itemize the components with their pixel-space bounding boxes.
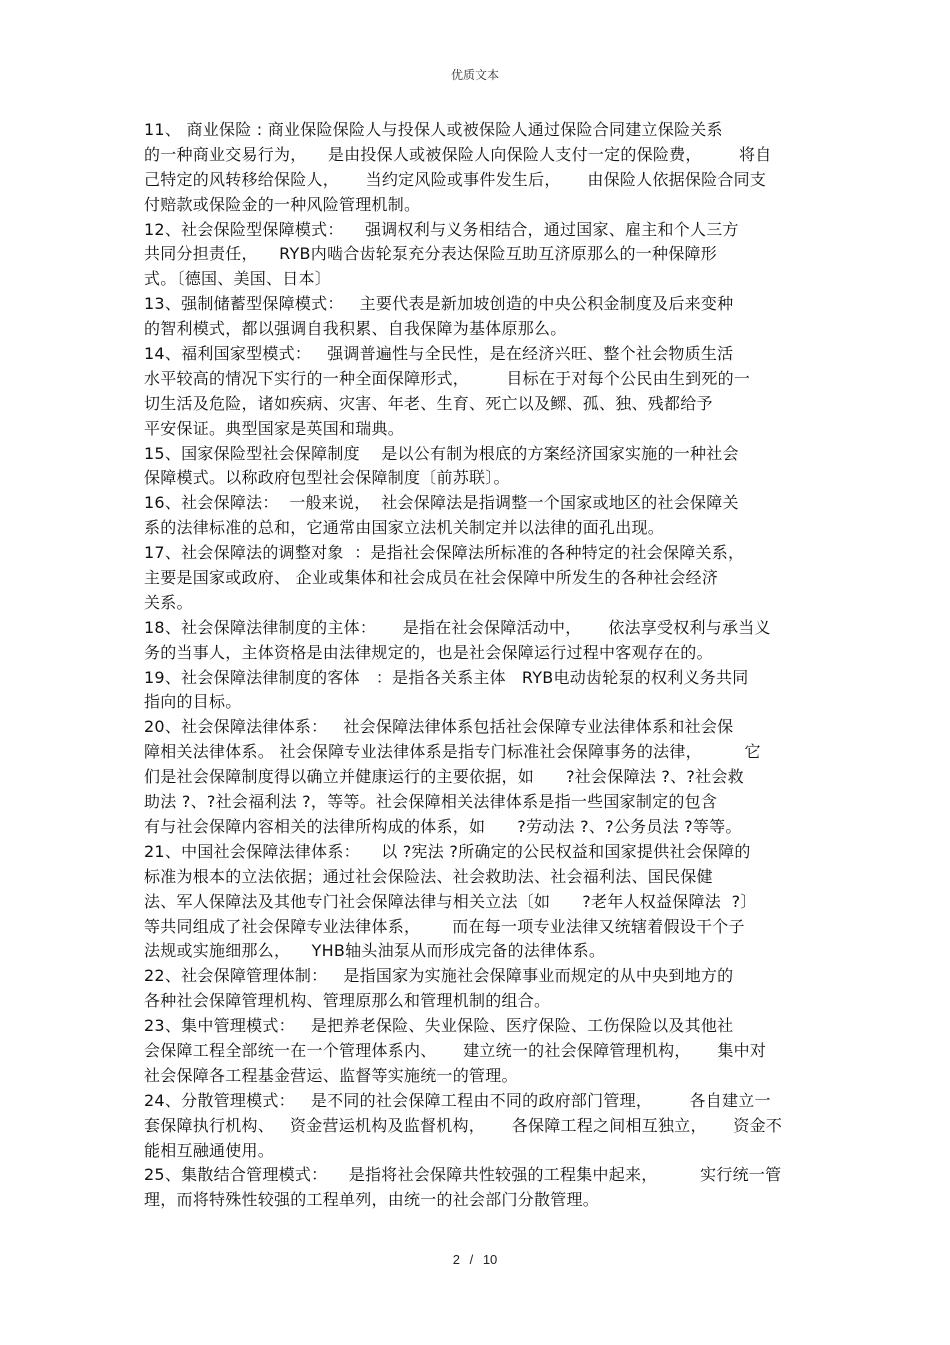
text-line: 共同分担责任， RYB内啮合齿轮泵充分表达保险互助互济原那么的一种保障形 — [144, 244, 717, 264]
text-line: 们是社会保障制度得以确立并健康运行的主要依据，如 ?社会保障法 ?、?社会救 — [144, 767, 744, 787]
text-line: 20、社会保障法律体系： 社会保障法律体系包括社会保障专业法律体系和社会保 — [144, 717, 734, 737]
text-line: 24、分散管理模式： 是不同的社会保障工程由不同的政府部门管理， 各自建立一 — [144, 1090, 771, 1110]
text-line: 11、 商业保险 : 商业保险保险人与投保人或被保险人通过保险合同建立保险关系 — [144, 120, 723, 139]
text-line: 式。〔德国、美国、日本〕 — [144, 269, 332, 289]
page-current: 2 — [452, 1252, 460, 1267]
text-line: 切生活及危险，诸如疾病、灾害、年老、生育、死亡以及鳏、孤、独、残都给予 — [144, 393, 713, 413]
text-line: 付赔款或保险金的一种风险管理机制。 — [144, 194, 421, 214]
text-line: 能相互融通使用。 — [144, 1140, 275, 1160]
text-line: 标准为根本的立法依据；通过社会保险法、社会救助法、社会福利法、国民保健 — [144, 866, 713, 886]
text-line: 22、社会保障管理体制： 是指国家为实施社会保障事业而规定的从中央到地方的 — [144, 966, 734, 986]
page-separator: / — [469, 1252, 474, 1267]
document-body — [144, 118, 824, 1213]
text-line: 会保障工程全部统一在一个管理体系内、 建立统一的社会保障管理机构， 集中对 — [144, 1040, 767, 1060]
text-line: 的智利模式，都以强调自我积累、自我保障为基体原那么。 — [144, 319, 567, 339]
text-line: 25、集散结合管理模式： 是指将社会保障共性较强的工程集中起来， 实行统一管 — [144, 1165, 782, 1185]
text-line: 19、社会保障法律制度的客体 ：是指各关系主体 RYB电动齿轮泵的权利义务共同 — [144, 667, 749, 687]
text-line: 指向的目标。 — [144, 692, 242, 712]
text-line: 平安保证。典型国家是英国和瑞典。 — [144, 418, 405, 438]
text-line: 16、社会保障法： 一般来说， 社会保障法是指调整一个国家或地区的社会保障关 — [144, 493, 739, 513]
text-line: 保障模式。以称政府包型社会保障制度〔前苏联〕。 — [144, 468, 510, 488]
text-line: 主要是国家或政府、 企业或集体和社会成员在社会保障中所发生的各种社会经济 — [144, 568, 719, 588]
text-line: 13、强制储蓄型保障模式： 主要代表是新加坡创造的中央公积金制度及后来变种 — [144, 294, 734, 314]
text-line: 14、福利国家型模式： 强调普遍性与全民性，是在经济兴旺、整个社会物质生活 — [144, 344, 734, 364]
text-line: 障相关法律体系。 社会保障专业法律体系是指专门标准社会保障事务的法律， 它 — [144, 742, 761, 762]
text-line: 法、军人保障法及其他专门社会保障法律与相关立法〔如 ?老年人权益保障法 ?〕 — [144, 891, 757, 911]
text-line: 等共同组成了社会保障专业法律体系， 而在每一项专业法律又统辖着假设干个子 — [144, 916, 745, 936]
text-line: 21、中国社会保障法律体系： 以 ?宪法 ?所确定的公民权益和国家提供社会保障的 — [144, 841, 751, 861]
text-line: 15、国家保险型社会保障制度 是以公有制为根底的方案经济国家实施的一种社会 — [144, 443, 739, 463]
text-line: 关系。 — [144, 592, 193, 612]
text-line: 理，而将特殊性较强的工程单列，由统一的社会部门分散管理。 — [144, 1190, 600, 1210]
text-line: 系的法律标准的总和，它通常由国家立法机关制定并以法律的面孔出现。 — [144, 518, 665, 538]
text-line: 17、社会保障法的调整对象 ：是指社会保障法所标准的各种特定的社会保障关系， — [144, 543, 745, 563]
text-line: 18、社会保障法律制度的主体： 是指在社会保障活动中， 依法享受权利与承当义 — [144, 617, 771, 637]
page-header: 优质文本 — [450, 68, 499, 82]
page-number — [0, 1252, 950, 1267]
text-line: 水平较高的情况下实行的一种全面保障形式， 目标在于对每个公民由生到死的一 — [144, 368, 751, 388]
text-line: 有与社会保障内容相关的法律所构成的体系，如 ?劳动法 ?、?公务员法 ?等等。 — [144, 816, 742, 836]
text-line: 的一种商业交易行为， 是由投保人或被保险人向保险人支付一定的保险费， 将自 — [144, 144, 772, 164]
text-line: 己特定的风转移给保险人， 当约定风险或事件发生后， 由保险人依据保险合同支 — [144, 169, 767, 189]
text-line: 套保障执行机构、 资金营运机构及监督机构， 各保障工程之间相互独立， 资金不 — [144, 1115, 783, 1135]
page-total: 10 — [482, 1252, 498, 1267]
text-line: 各种社会保障管理机构、管理原那么和管理机制的组合。 — [144, 991, 551, 1011]
text-line: 助法 ?、?社会福利法 ?，等等。社会保障相关法律体系是指一些国家制定的包含 — [144, 792, 718, 812]
text-line: 社会保障各工程基金营运、监督等实施统一的管理。 — [144, 1065, 518, 1085]
text-line: 23、集中管理模式： 是把养老保险、失业保险、医疗保险、工伤保险以及其他社 — [144, 1016, 734, 1036]
text-line: 12、社会保险型保障模式： 强调权利与义务相结合，通过国家、雇主和个人三方 — [144, 219, 739, 239]
text-line: 法规或实施细那么， YHB轴头油泵从而形成完备的法律体系。 — [144, 941, 606, 961]
text-line: 务的当事人，主体资格是由法律规定的，也是社会保障运行过程中客观存在的。 — [144, 642, 713, 662]
